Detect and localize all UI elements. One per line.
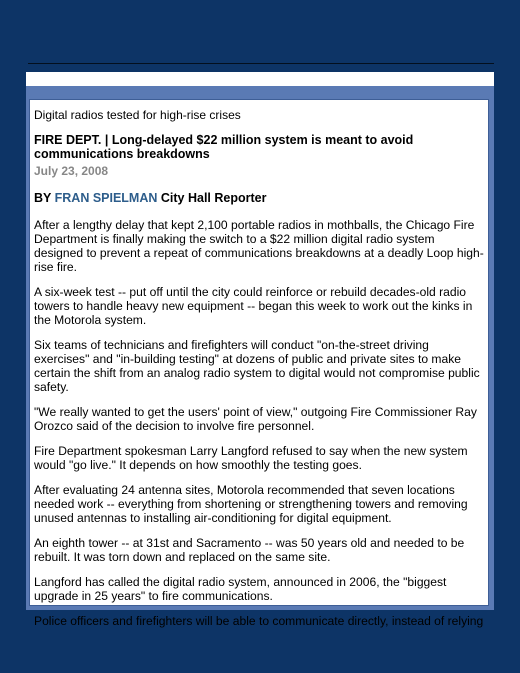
paragraph-1: After a lengthy delay that kept 2,100 portable radios in mothballs, the Chicago Fire Department is finally making the switch to a $22 million digital radio system designed to prevent a repeat of communications breakdowns at a deadly Loop high-rise fire. (34, 218, 484, 274)
article-date: July 23, 2008 (34, 164, 109, 178)
article-headline: FIRE DEPT. | Long-delayed $22 million system is meant to avoid communications breakdowns (34, 133, 414, 161)
paragraph-7: An eighth tower -- at 31st and Sacramento -- was 50 years old and needed to be rebuilt. It was torn down and replaced on the same site. (34, 536, 465, 564)
top-divider (28, 63, 494, 64)
header-band (26, 72, 494, 86)
paragraph-8: Langford has called the digital radio system, announced in 2006, the "biggest upgrade in 25 years" to fire communications. (34, 575, 447, 603)
article-body (29, 99, 489, 628)
article-byline (34, 191, 484, 205)
paragraph-5: Fire Department spokesman Larry Langford refused to say when the new system would "go live." It depends on how smoothly the testing goes. (34, 444, 468, 472)
paragraph-2: A six-week test -- put off until the city could reinforce or rebuild decades-old radio towers to handle heavy new equipment -- began this week to work out the kinks in the Motorola system. (34, 285, 473, 327)
byline-suffix: City Hall Reporter (160, 191, 267, 205)
byline-prefix: BY (34, 191, 52, 205)
author-link[interactable]: FRAN SPIELMAN (54, 191, 158, 205)
paragraph-4: "We really wanted to get the users' point of view," outgoing Fire Commissioner Ray Orozco said of the decision to involve fire personnel. (34, 405, 477, 433)
paragraph-6: After evaluating 24 antenna sites, Motorola recommended that seven locations needed work -- everything from shortening or strengthening towers and removing unused antennas to installing air-conditioning for digital equipment. (34, 483, 468, 525)
paragraph-3: Six teams of technicians and firefighters will conduct "on-the-street driving exercises" and "in-building testing" at dozens of public and private sites to make certain the shift from an analog radio system to digital would not compromise public safety. (34, 338, 480, 394)
article-kicker: Digital radios tested for high-rise crises (34, 108, 241, 122)
paragraph-9: Police officers and firefighters will be able to communicate directly, instead of relying (34, 614, 484, 628)
